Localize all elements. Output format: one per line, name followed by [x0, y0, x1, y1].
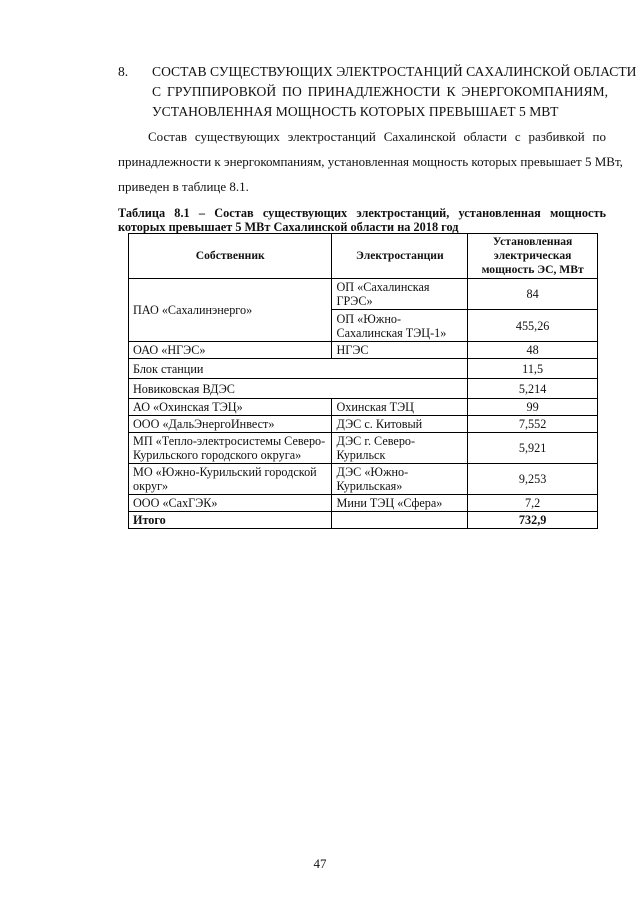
cell-capacity: 5,921: [468, 433, 598, 464]
cell-capacity: 48: [468, 342, 598, 359]
cell-owner: ООО «СахГЭК»: [129, 495, 332, 512]
header-owner: Собственник: [129, 234, 332, 279]
cell-capacity: 9,253: [468, 464, 598, 495]
table-row: [129, 342, 598, 359]
cell-station: ОП «Сахалинская ГРЭС»: [332, 279, 468, 310]
cell-capacity: 11,5: [468, 359, 598, 379]
table-row: [129, 433, 598, 464]
total-label: Итого: [129, 512, 332, 529]
cell-capacity: 5,214: [468, 379, 598, 399]
cell-station: Охинская ТЭЦ: [332, 399, 468, 416]
cell-owner: Блок станции: [129, 359, 468, 379]
table-row: [129, 279, 598, 310]
section-number: 8.: [118, 64, 129, 79]
cell-owner: АО «Охинская ТЭЦ»: [129, 399, 332, 416]
section-title-line: УСТАНОВЛЕННАЯ МОЩНОСТЬ КОТОРЫХ ПРЕВЫШАЕТ 5 МВТ: [152, 104, 559, 119]
table-row: [129, 495, 598, 512]
table-caption: [118, 206, 606, 234]
paragraph-line: Состав существующих электростанций Сахалинской области с разбивкой по: [148, 129, 606, 144]
table-row: [129, 399, 598, 416]
cell-owner: Новиковская ВДЭС: [129, 379, 468, 399]
table-row: [129, 359, 598, 379]
cell-owner: ПАО «Сахалинэнерго»: [129, 279, 332, 342]
power-stations-table: [128, 233, 598, 529]
paragraph-line: принадлежности к энергокомпаниям, установленная мощность которых превышает 5 МВт,: [118, 154, 623, 169]
table-header-row: [129, 234, 598, 279]
caption-line: которых превышает 5 МВт Сахалинской области на 2018 год: [118, 220, 459, 234]
table-total-row: [129, 512, 598, 529]
caption-line: Таблица 8.1 – Состав существующих электростанций, установленная мощность: [118, 206, 606, 220]
header-station: Электростанции: [332, 234, 468, 279]
total-empty-cell: [332, 512, 468, 529]
page-number: 47: [313, 856, 327, 871]
body-paragraph: [118, 124, 623, 199]
cell-capacity: 455,26: [468, 310, 598, 342]
cell-capacity: 99: [468, 399, 598, 416]
cell-owner: ОАО «НГЭС»: [129, 342, 332, 359]
total-capacity: 732,9: [468, 512, 598, 529]
section-title-line: СОСТАВ СУЩЕСТВУЮЩИХ ЭЛЕКТРОСТАНЦИЙ САХАЛИНСКОЙ ОБЛАСТИ: [152, 64, 637, 79]
table-row: [129, 379, 598, 399]
cell-capacity: 7,552: [468, 416, 598, 433]
cell-station: Мини ТЭЦ «Сфера»: [332, 495, 468, 512]
section-title: [152, 62, 637, 122]
cell-station: ОП «Южно-Сахалинская ТЭЦ-1»: [332, 310, 468, 342]
cell-owner: МО «Южно-Курильский городской округ»: [129, 464, 332, 495]
cell-station: ДЭС г. Северо-Курильск: [332, 433, 468, 464]
header-capacity: Установленная электрическая мощность ЭС, МВт: [468, 234, 598, 279]
cell-owner: МП «Тепло-электросистемы Северо-Курильского городского округа»: [129, 433, 332, 464]
cell-station: НГЭС: [332, 342, 468, 359]
section-title-line: С ГРУППИРОВКОЙ ПО ПРИНАДЛЕЖНОСТИ К ЭНЕРГОКОМПАНИЯМ,: [152, 84, 608, 99]
cell-capacity: 84: [468, 279, 598, 310]
paragraph-line: приведен в таблице 8.1.: [118, 179, 249, 194]
cell-station: ДЭС с. Китовый: [332, 416, 468, 433]
cell-capacity: 7,2: [468, 495, 598, 512]
table-row: [129, 416, 598, 433]
cell-owner: ООО «ДальЭнергоИнвест»: [129, 416, 332, 433]
table-row: [129, 464, 598, 495]
cell-station: ДЭС «Южно-Курильская»: [332, 464, 468, 495]
